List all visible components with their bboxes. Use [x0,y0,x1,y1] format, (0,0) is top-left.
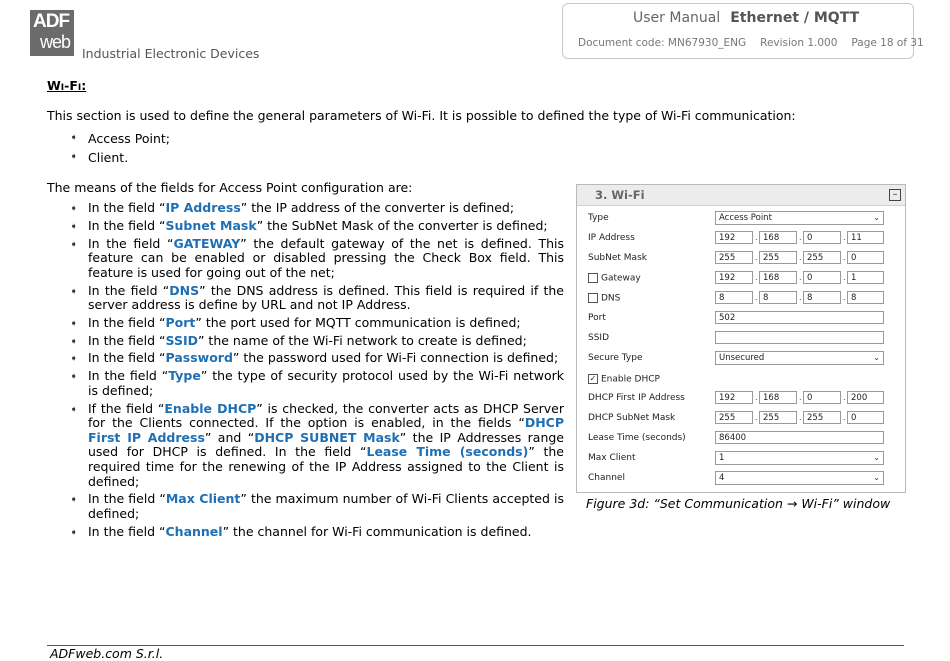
dns-octet-1[interactable]: 8 [715,291,753,304]
panel-title-bar [577,185,905,206]
field-name: Max Client [165,491,241,507]
ip-octet-1[interactable]: 192 [715,231,753,244]
text: ” the IP Addresses range used for DHCP is defined. In the field “ [88,429,564,460]
text: ” the required time for the renewing of the IP Address assigned to the Client is defined; [88,444,564,489]
text: ” the name of the Wi-Fi network to create is defined; [197,332,527,348]
ip-separator: . [799,413,802,422]
text: ” the type of security protocol used by the Wi-Fi network is defined; [88,368,564,398]
text: In the field “ [88,350,166,366]
manual-label: User Manual [633,10,721,26]
field-name: DHCP SUBNET Mask [254,429,400,445]
ip-separator: . [843,413,846,422]
lease-time-input[interactable]: 86400 [715,431,884,444]
dns-label: DNS [601,293,621,304]
bullet-arrow-icon: ➧ [70,133,78,143]
field-item-password [70,351,564,366]
document-info [578,37,924,49]
figure-caption: Figure 3d: “Set Communication → Wi-Fi” window [586,496,891,511]
gateway-label: Gateway [601,273,641,284]
field-item-channel [70,525,564,540]
chevron-down-icon: ⌄ [873,453,880,462]
type-value: Access Point [719,213,772,223]
dhcp-mask-octet-4[interactable]: 0 [847,411,884,424]
text: In the field “ [88,217,166,233]
ip-separator: . [843,293,846,302]
ip-address-label: IP Address [588,233,635,243]
secure-type-select[interactable] [715,351,884,365]
text: In the field “ [88,200,166,215]
subnet-octet-3[interactable]: 255 [803,251,841,264]
dns-label-group [588,293,620,304]
ip-separator: . [843,233,846,242]
chevron-down-icon: ⌄ [873,213,880,222]
ip-separator: . [755,253,758,262]
bullet-arrow-icon: ➧ [70,204,78,214]
product-name: Ethernet / MQTT [730,10,860,26]
field-description-list [70,201,564,543]
port-label: Port [588,313,606,323]
footer-divider [47,645,904,646]
type-select[interactable] [715,211,884,225]
bullet-arrow-icon: ➧ [70,221,78,232]
ip-separator: . [755,413,758,422]
dhcp-first-octet-3[interactable]: 0 [803,391,841,404]
dhcp-first-octet-2[interactable]: 168 [759,391,797,404]
field-name: SSID [165,332,198,348]
ip-separator: . [799,293,802,302]
dhcp-first-octet-1[interactable]: 192 [715,391,753,404]
enable-dhcp-checkbox[interactable]: ✓ [589,374,597,383]
text: ” and “ [204,429,255,445]
panel-title: 3. Wi-Fi [595,188,645,202]
text: In the field “ [88,332,166,348]
text: In the field “ [88,314,166,330]
field-name: DNS [169,282,200,298]
field-item-max-client [70,492,564,521]
ip-separator: . [755,273,758,282]
text: In the field “ [88,235,174,251]
field-item-subnet-mask [70,219,564,234]
port-input[interactable]: 502 [715,311,884,324]
bullet-arrow-icon: ➧ [70,372,78,383]
fields-intro: The means of the fields for Access Point configuration are: [47,180,413,195]
enable-dhcp-group [588,374,660,385]
field-name: Channel [165,523,223,539]
field-item-ssid [70,334,564,349]
gateway-octet-2[interactable]: 168 [759,271,797,284]
ip-separator: . [843,253,846,262]
max-client-select[interactable] [715,451,884,465]
channel-value: 4 [719,473,725,483]
max-client-value: 1 [719,453,725,463]
field-item-type [70,369,564,398]
ip-separator: . [799,253,802,262]
field-name: Enable DHCP [164,400,257,416]
field-item-dns [70,284,564,313]
list-item [70,129,170,148]
document-code: Document code: MN67930_ENG [578,37,747,49]
logo-text-top: ADF [33,11,70,32]
section-intro: This section is used to define the general parameters of Wi-Fi. It is possible to defined the type of Wi-Fi communication: [47,108,796,123]
ip-separator: . [843,273,846,282]
field-name: Port [165,314,196,330]
chevron-down-icon: ⌄ [873,353,880,362]
logo-text-bottom: web [40,32,71,52]
bullet-arrow-icon: ➧ [70,527,78,538]
text: ” the default gateway of the net is defined. This feature can be enabled or disabled pressing the Check Box field. This feature is used for going out of the net; [88,235,564,280]
list-item [70,148,170,167]
text: ” the port used for MQTT communication is defined; [195,314,521,330]
dns-octet-4[interactable]: 8 [847,291,884,304]
secure-type-label: Secure Type [588,353,643,363]
dhcp-first-octet-4[interactable]: 200 [847,391,884,404]
field-name: Subnet Mask [165,217,257,233]
gateway-octet-1[interactable]: 192 [715,271,753,284]
dns-octet-3[interactable]: 8 [803,291,841,304]
ip-separator: . [799,393,802,402]
subnet-mask-label: SubNet Mask [588,253,647,263]
text: ” is checked, the converter acts as DHCP Server for the Clients connected. If the option is enabled, in the fields “ [88,400,565,431]
list-item-text: Client. [88,150,129,165]
text: ” the password used for Wi-Fi connection is defined; [232,350,559,366]
manual-title [633,10,859,26]
dhcp-mask-octet-2[interactable]: 255 [759,411,797,424]
subnet-octet-2[interactable]: 255 [759,251,797,264]
enable-dhcp-label: Enable DHCP [601,374,660,385]
ssid-input[interactable] [715,331,884,344]
field-name: GATEWAY [173,235,241,251]
ip-separator: . [755,293,758,302]
field-name: Password [165,350,233,366]
dhcp-mask-octet-3[interactable]: 255 [803,411,841,424]
field-name: Lease Time (seconds) [366,444,529,460]
field-name: DHCP First IP Address [88,415,564,445]
text: ” the DNS address is defined. This field is required if the server address is define by URL and not IP Address. [88,282,564,313]
bullet-arrow-icon: ➧ [70,239,78,250]
page-number: Page 18 of 31 [851,37,924,49]
max-client-label: Max Client [588,453,636,463]
dhcp-first-ip-label: DHCP First IP Address [588,393,685,403]
text: If the field “ [88,400,165,416]
section-title: Wi-Fi: [47,78,87,93]
list-item-text: Access Point; [88,131,171,146]
text: ” the channel for Wi-Fi communication is defined. [222,523,532,539]
gateway-checkbox[interactable] [588,273,598,283]
ip-octet-3[interactable]: 0 [803,231,841,244]
dns-checkbox[interactable] [588,293,598,303]
minimize-icon[interactable]: – [889,189,901,201]
text: ” the SubNet Mask of the converter is defined; [256,217,548,233]
text: ” the IP address of the converter is defined; [240,200,515,215]
ip-octet-4[interactable]: 11 [847,231,884,244]
text: In the field “ [88,491,166,507]
lease-time-label: Lease Time (seconds) [588,433,686,443]
type-label: Type [588,213,609,223]
dns-octet-2[interactable]: 8 [759,291,797,304]
adfweb-logo [30,10,74,56]
text: In the field “ [88,282,170,298]
gateway-octet-3[interactable]: 0 [803,271,841,284]
gateway-octet-4[interactable]: 1 [847,271,884,284]
text: ” the maximum number of Wi-Fi Clients accepted is defined; [88,491,564,521]
bullet-arrow-icon: ➧ [70,495,78,506]
subnet-octet-1[interactable]: 255 [715,251,753,264]
ip-octet-2[interactable]: 168 [759,231,797,244]
text: In the field “ [88,368,169,384]
field-item-ip-address [70,201,564,216]
ip-separator: . [799,233,802,242]
wifi-type-list [70,129,170,167]
field-item-gateway [70,237,564,281]
company-tagline: Industrial Electronic Devices [82,46,260,61]
field-name: IP Address [165,200,241,215]
ssid-label: SSID [588,333,610,343]
bullet-arrow-icon: ➧ [70,354,78,365]
footer-company: ADFweb.com S.r.l. [50,646,164,661]
ip-separator: . [843,393,846,402]
channel-label: Channel [588,473,625,483]
ip-separator: . [799,273,802,282]
wifi-settings-panel [576,184,906,493]
revision: Revision 1.000 [760,37,838,49]
dhcp-mask-octet-1[interactable]: 255 [715,411,753,424]
secure-type-value: Unsecured [719,353,765,363]
document-header-box [562,3,924,59]
field-item-enable-dhcp [70,402,564,490]
chevron-down-icon: ⌄ [873,473,880,482]
text: In the field “ [88,523,166,539]
bullet-arrow-icon: ➧ [70,336,78,347]
dhcp-subnet-mask-label: DHCP SubNet Mask [588,413,676,423]
ip-separator: . [755,233,758,242]
field-item-port [70,316,564,331]
field-name: Type [168,368,201,384]
ip-separator: . [755,393,758,402]
bullet-arrow-icon: ➧ [70,404,78,415]
channel-select[interactable] [715,471,884,485]
bullet-arrow-icon: ➧ [70,318,78,329]
subnet-octet-4[interactable]: 0 [847,251,884,264]
bullet-arrow-icon: ➧ [70,286,78,297]
gateway-label-group [588,273,641,284]
bullet-arrow-icon: ➧ [70,152,78,162]
